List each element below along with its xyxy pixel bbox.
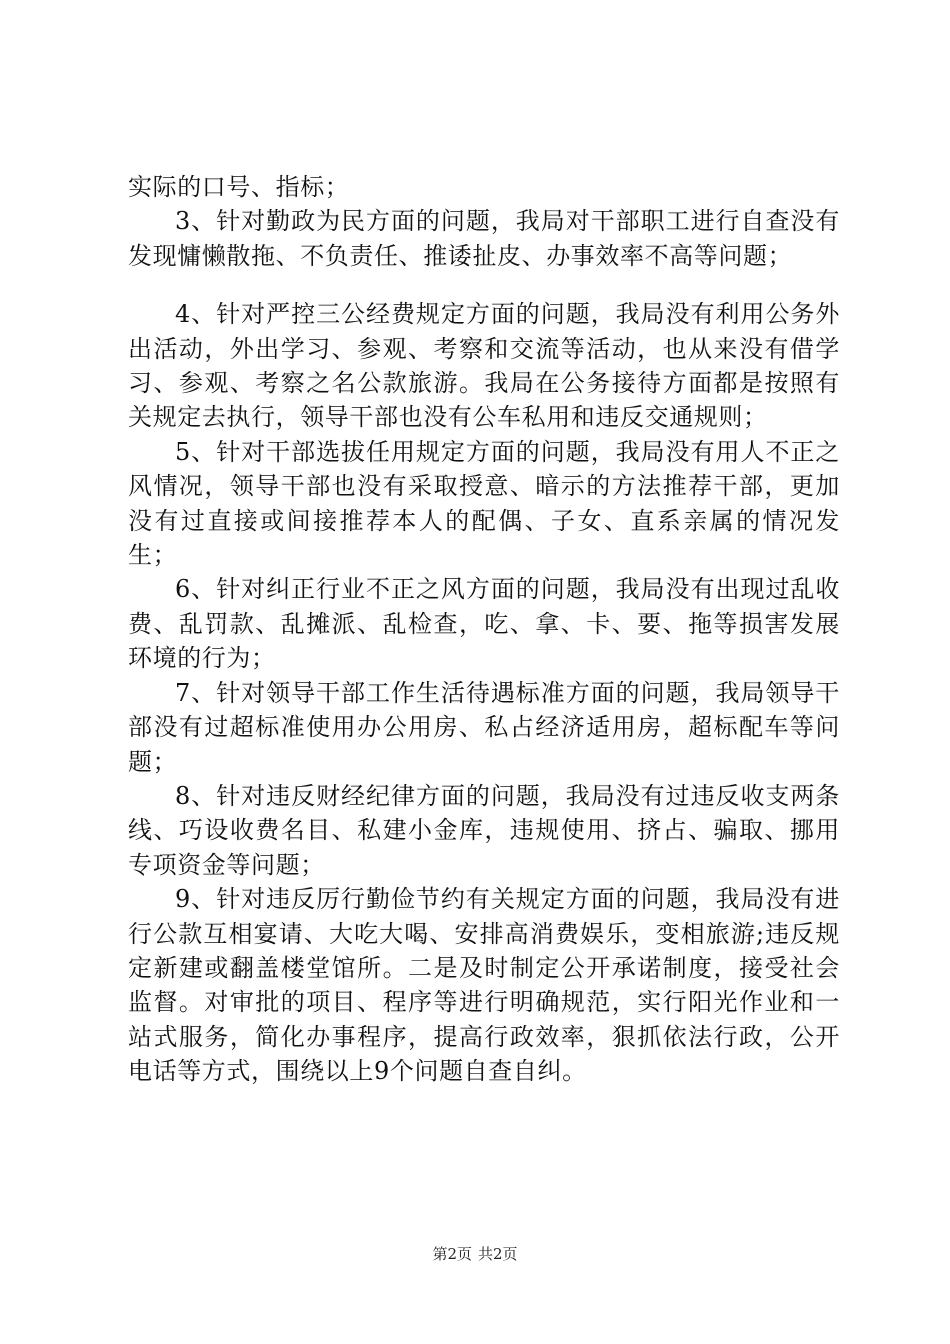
paragraph-item-4: 4、针对严控三公经费规定方面的问题，我局没有利用公务外出活动，外出学习、参观、考察和交流等活动，也从来没有借学习、参观、考察之名公款旅游。我局在公务接待方面都是按照有关规定去执行，领导干部也没有公车私用和违反交通规则； [128, 300, 840, 432]
page-number-current: 第2页 [432, 1245, 472, 1263]
paragraph-item-9: 9、针对违反厉行勤俭节约有关规定方面的问题，我局没有进行公款互相宴请、大吃大喝、安排高消费娱乐，变相旅游;违反规定新建或翻盖楼堂馆所。二是及时制定公开承诺制度，接受社会监督。对审批的项目、程序等进行明确规范，实行阳光作业和一站式服务，简化办事程序，提高行政效率，狠抓依法行政，公开电话等方式，围绕以上9个问题自查自纠。 [128, 885, 840, 1086]
page-number-total: 共2页 [478, 1245, 518, 1263]
paragraph-item-3: 3、针对勤政为民方面的问题，我局对干部职工进行自查没有发现慵懒散拖、不负责任、推诿扯皮、办事效率不高等问题； [128, 207, 840, 270]
document-body [128, 170, 840, 1089]
paragraph-item-7: 7、针对领导干部工作生活待遇标准方面的问题，我局领导干部没有过超标准使用办公用房、私占经济适用房，超标配车等问题； [128, 678, 840, 776]
paragraph-continuation: 实际的口号、指标； [128, 173, 350, 201]
paragraph-item-6: 6、针对纠正行业不正之风方面的问题，我局没有出现过乱收费、乱罚款、乱摊派、乱检查，吃、拿、卡、要、拖等损害发展环境的行为； [128, 575, 840, 673]
paragraph-item-5: 5、针对干部选拔任用规定方面的问题，我局没有用人不正之风情况，领导干部也没有采取授意、暗示的方法推荐干部，更加没有过直接或间接推荐本人的配偶、子女、直系亲属的情况发生； [128, 437, 840, 570]
paragraph-item-8: 8、针对违反财经纪律方面的问题，我局没有过违反收支两条线、巧设收费名目、私建小金库，违规使用、挤占、骗取、挪用专项资金等问题； [128, 781, 840, 879]
page-footer [0, 1244, 950, 1264]
